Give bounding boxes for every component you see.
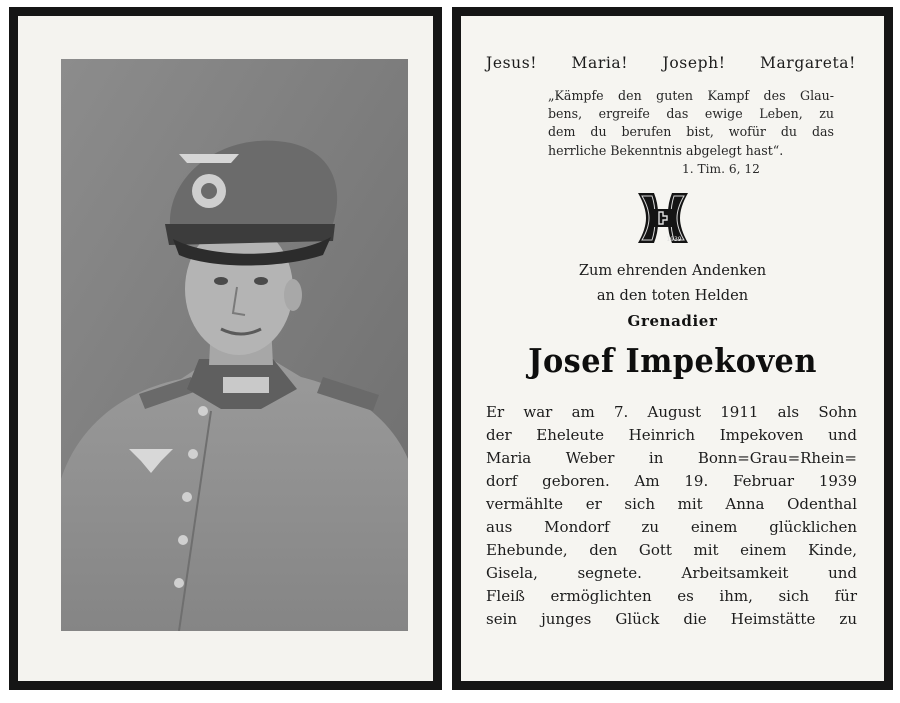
photo-card	[9, 7, 442, 690]
invocation-jesus: Jesus!	[486, 54, 538, 72]
invocation-margareta: Margareta!	[760, 54, 856, 72]
biography-line: Er war am 7. August 1911 als Sohn	[486, 403, 857, 421]
soldier-photo	[61, 59, 408, 631]
biography-line: der Eheleute Heinrich Impekoven und	[486, 426, 857, 444]
bible-reference: 1. Tim. 6, 12	[682, 162, 760, 176]
memorial-text-card	[452, 7, 893, 690]
memorial-intro	[452, 258, 893, 308]
intro-line-1: Zum ehrenden Andenken	[578, 262, 767, 279]
biography-line: vermählte er sich mit Anna Odenthal	[486, 495, 857, 513]
intro-line-2: an den toten Helden	[596, 287, 749, 304]
quote-line: dem du berufen bist, wofür du das	[548, 124, 834, 140]
military-rank: Grenadier	[627, 312, 718, 330]
biography-line: Fleiß ermöglichten es ihm, sich für	[486, 587, 857, 605]
quote-line: herrliche Bekenntnis abgelegt hast“.	[548, 142, 784, 158]
invocation-joseph: Joseph!	[662, 54, 726, 72]
biography-line: Maria Weber in Bonn=Grau=Rhein=	[486, 449, 857, 467]
biography-line: dorf geboren. Am 19. Februar 1939	[486, 472, 857, 490]
biography-line: Ehebunde, den Gott mit einem Kinde,	[486, 541, 857, 559]
invocation-maria: Maria!	[571, 54, 629, 72]
cross-year: 1939	[666, 236, 682, 243]
biography-line: sein junges Glück die Heimstätte zu	[486, 610, 857, 628]
quote-line: „Kämpfe den guten Kampf des Glau-	[548, 88, 834, 103]
quote-line: bens, ergreife das ewige Leben, zu	[548, 106, 834, 122]
soldier-portrait-image	[61, 59, 408, 631]
bible-quote	[548, 87, 834, 160]
biography-line: Gisela, segnete. Arbeitsamkeit und	[486, 564, 857, 582]
iron-cross-icon	[634, 189, 692, 247]
deceased-name: Josef Impekoven	[528, 341, 817, 380]
invocation-header	[486, 54, 856, 72]
biography-line: aus Mondorf zu einem glücklichen	[486, 518, 857, 536]
biography-text	[486, 401, 857, 631]
